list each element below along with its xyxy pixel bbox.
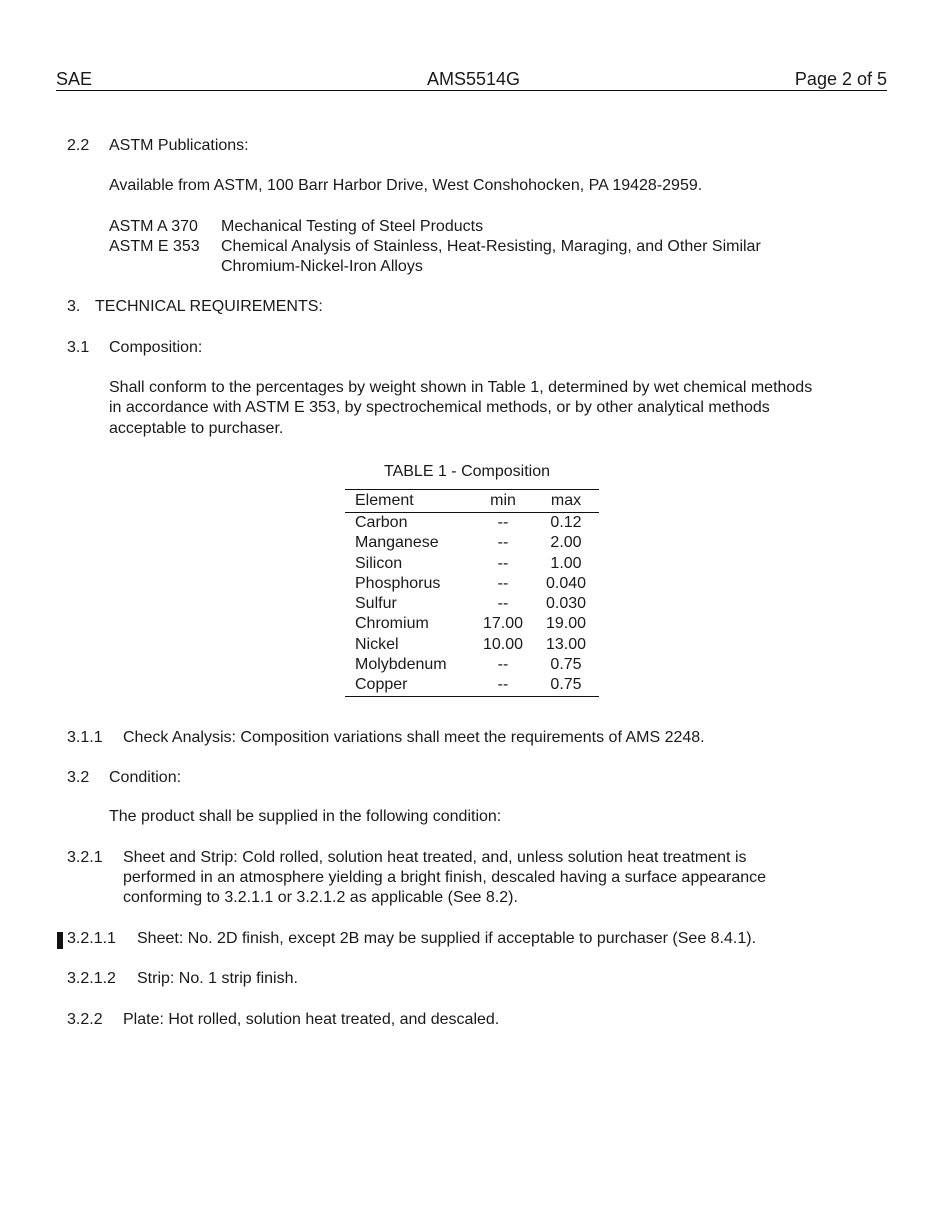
max-cell: 13.00 — [545, 635, 587, 653]
ref-code: ASTM A 370 — [109, 218, 198, 235]
table-row — [345, 554, 599, 574]
section-3-title: TECHNICAL REQUIREMENTS: — [95, 298, 323, 315]
section-3-number: 3. — [67, 298, 81, 315]
min-cell: -- — [497, 574, 509, 592]
element-cell: Nickel — [355, 635, 399, 653]
min-cell: 17.00 — [482, 615, 524, 633]
ref-title: Chemical Analysis of Stainless, Heat-Resisting, Maraging, and Other Similar — [221, 238, 761, 255]
composition-text-line: Shall conform to the percentages by weight shown in Table 1, determined by wet chemical methods — [109, 379, 813, 396]
strip-finish-text: Strip: No. 1 strip finish. — [137, 970, 298, 987]
min-cell: -- — [497, 656, 509, 674]
section-3-2-1-2-number: 3.2.1.2 — [67, 970, 116, 987]
section-2-2-title: ASTM Publications: — [109, 137, 249, 154]
composition-table — [345, 489, 599, 697]
element-cell: Carbon — [355, 514, 408, 531]
header-doc-number: AMS5514G — [427, 69, 521, 89]
section-3-1-1-number: 3.1.1 — [67, 729, 103, 746]
max-cell: 0.75 — [550, 656, 582, 674]
table-row — [345, 513, 599, 534]
max-cell: 0.75 — [550, 676, 582, 694]
column-header-max: max — [550, 492, 582, 509]
element-cell: Manganese — [355, 534, 439, 552]
condition-text: The product shall be supplied in the following condition: — [109, 808, 502, 825]
section-2-2-number: 2.2 — [67, 137, 90, 154]
header-org: SAE — [56, 69, 93, 89]
revision-change-bar — [57, 932, 63, 949]
table-caption: TABLE 1 - Composition — [384, 463, 550, 480]
element-cell: Sulfur — [355, 595, 397, 613]
header-page-number: Page 2 of 5 — [794, 69, 887, 89]
section-3-2-number: 3.2 — [67, 769, 90, 786]
min-cell: 10.00 — [482, 635, 524, 653]
section-3-2-title: Condition: — [109, 769, 182, 786]
min-cell: -- — [497, 554, 509, 572]
section-3-1-number: 3.1 — [67, 339, 90, 356]
page-header — [56, 68, 887, 91]
column-header-element: Element — [355, 492, 414, 509]
section-3-2-1-1-number: 3.2.1.1 — [67, 930, 116, 947]
max-cell: 0.030 — [545, 595, 587, 613]
table-row — [345, 635, 599, 655]
sheet-strip-text-line: conforming to 3.2.1.1 or 3.2.1.2 as applicable (See 8.2). — [123, 889, 518, 906]
element-cell: Phosphorus — [355, 574, 441, 592]
astm-address: Available from ASTM, 100 Barr Harbor Drive, West Conshohocken, PA 19428-2959. — [109, 177, 703, 194]
sheet-strip-text-line: Sheet and Strip: Cold rolled, solution heat treated, and, unless solution heat treatment is — [123, 849, 747, 866]
table-row — [345, 675, 599, 696]
table-row — [345, 594, 599, 614]
ref-code: ASTM E 353 — [109, 238, 200, 255]
min-cell: -- — [497, 676, 509, 694]
element-cell: Chromium — [355, 615, 429, 633]
sheet-finish-text: Sheet: No. 2D finish, except 2B may be supplied if acceptable to purchaser (See 8.4.1). — [137, 930, 757, 947]
ref-title-continued: Chromium-Nickel-Iron Alloys — [221, 258, 423, 275]
min-cell: -- — [497, 534, 509, 552]
max-cell: 1.00 — [550, 554, 582, 572]
element-cell: Silicon — [355, 554, 403, 572]
plate-text: Plate: Hot rolled, solution heat treated, and descaled. — [123, 1011, 500, 1028]
max-cell: 0.12 — [550, 514, 582, 531]
composition-text-line: in accordance with ASTM E 353, by spectrochemical methods, or by other analytical methods — [109, 399, 770, 416]
section-3-1-title: Composition: — [109, 339, 203, 356]
table-row — [345, 574, 599, 594]
element-cell: Copper — [355, 676, 408, 694]
max-cell: 0.040 — [545, 574, 587, 592]
check-analysis-text: Check Analysis: Composition variations shall meet the requirements of AMS 2248. — [123, 729, 705, 746]
table-row — [345, 655, 599, 675]
section-3-2-1-number: 3.2.1 — [67, 849, 103, 866]
sheet-strip-text-line: performed in an atmosphere yielding a bright finish, descaled having a surface appearance — [123, 869, 767, 886]
section-3-2-2-number: 3.2.2 — [67, 1011, 103, 1028]
max-cell: 19.00 — [545, 615, 587, 633]
column-header-min: min — [490, 492, 516, 509]
table-row — [345, 533, 599, 553]
ref-title: Mechanical Testing of Steel Products — [221, 218, 484, 235]
min-cell: -- — [497, 514, 509, 531]
table-row — [345, 614, 599, 634]
composition-text-line: acceptable to purchaser. — [109, 420, 284, 437]
min-cell: -- — [497, 595, 509, 613]
element-cell: Molybdenum — [355, 656, 447, 674]
max-cell: 2.00 — [550, 534, 582, 552]
table-header-row — [345, 490, 599, 513]
